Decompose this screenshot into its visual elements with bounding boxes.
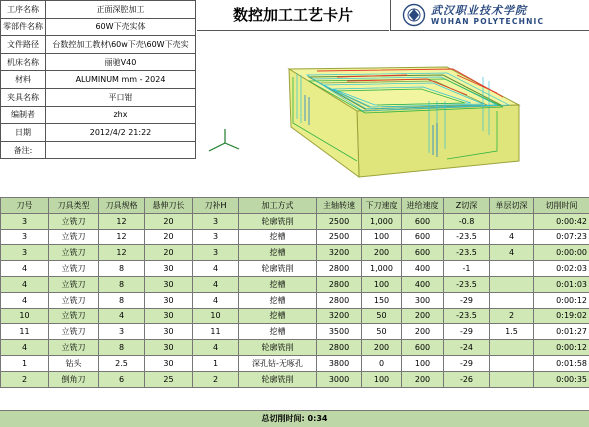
table-cell: 挖槽 — [239, 276, 317, 292]
info-value: ALUMINUM mm - 2024 — [46, 71, 196, 89]
table-cell: 8 — [99, 340, 145, 356]
table-cell: 0:00:35 — [534, 371, 589, 387]
info-row — [1, 36, 196, 54]
table-cell: 50 — [362, 324, 402, 340]
table-cell: 30 — [145, 355, 193, 371]
table-cell: -23.5 — [444, 308, 490, 324]
info-label: 编制者 — [1, 106, 46, 124]
table-cell: 600 — [402, 245, 444, 261]
info-label: 机床名称 — [1, 53, 46, 71]
table-cell: -29 — [444, 292, 490, 308]
table-cell: 4 — [193, 261, 239, 277]
info-row — [1, 88, 196, 106]
column-header: 刀号 — [1, 198, 49, 214]
emblem-icon — [401, 3, 427, 27]
logo-chinese-name: 武汉职业技术学院 — [431, 2, 527, 18]
table-row — [1, 245, 589, 261]
logo-english-name: WUHAN POLYTECHNIC — [431, 17, 544, 26]
table-cell: 挖槽 — [239, 324, 317, 340]
table-cell: 0:00:42 — [534, 213, 589, 229]
table-cell: 6 — [99, 371, 145, 387]
table-cell: 挖槽 — [239, 229, 317, 245]
column-header: 单层切深 — [490, 198, 534, 214]
table-cell: 200 — [402, 371, 444, 387]
table-cell: 轮廓铣削 — [239, 213, 317, 229]
page-title: 数控加工工艺卡片 — [197, 0, 389, 31]
table-cell: 4 — [1, 340, 49, 356]
info-row — [1, 71, 196, 89]
info-label: 零部件名称 — [1, 18, 46, 36]
table-cell: 600 — [402, 229, 444, 245]
table-cell: 12 — [99, 229, 145, 245]
column-header: 主轴转速 — [317, 198, 362, 214]
table-cell: 4 — [193, 276, 239, 292]
table-cell: 3200 — [317, 245, 362, 261]
table-cell — [490, 213, 534, 229]
table-cell: 11 — [193, 324, 239, 340]
table-cell: 4 — [1, 292, 49, 308]
table-cell: 轮廓铣削 — [239, 261, 317, 277]
table-cell: -26 — [444, 371, 490, 387]
info-label: 文件路径 — [1, 36, 46, 54]
table-cell: 4 — [1, 261, 49, 277]
table-row — [1, 308, 589, 324]
table-cell: 4 — [193, 340, 239, 356]
table-cell — [490, 261, 534, 277]
table-cell: 8 — [99, 276, 145, 292]
table-cell: 3 — [1, 229, 49, 245]
table-cell: 600 — [402, 213, 444, 229]
table-cell: 0:01:58 — [534, 355, 589, 371]
column-header: Z切深 — [444, 198, 490, 214]
table-cell: 立铣刀 — [49, 324, 99, 340]
table-cell: 1 — [193, 355, 239, 371]
info-row — [1, 53, 196, 71]
info-value: 丽驰V40 — [46, 53, 196, 71]
table-cell: 20 — [145, 213, 193, 229]
info-label: 工序名称 — [1, 1, 46, 19]
table-cell: 2 — [1, 371, 49, 387]
info-row — [1, 141, 196, 159]
table-cell — [490, 276, 534, 292]
info-value — [46, 141, 196, 159]
table-cell: -0.8 — [444, 213, 490, 229]
info-table — [0, 0, 196, 159]
table-cell: 2800 — [317, 276, 362, 292]
info-label: 日期 — [1, 124, 46, 142]
table-cell: 0 — [362, 355, 402, 371]
table-cell: -29 — [444, 324, 490, 340]
table-cell: 0:02:03 — [534, 261, 589, 277]
table-cell: 2 — [193, 371, 239, 387]
table-cell: 2500 — [317, 213, 362, 229]
part-3d-preview — [197, 31, 589, 197]
table-row — [1, 371, 589, 387]
table-cell: 8 — [99, 292, 145, 308]
table-cell: 1.5 — [490, 324, 534, 340]
info-row — [1, 1, 196, 19]
table-cell: 3 — [99, 324, 145, 340]
table-row — [1, 340, 589, 356]
table-cell: 0:00:12 — [534, 340, 589, 356]
table-cell: 4 — [490, 245, 534, 261]
table-cell: 600 — [402, 340, 444, 356]
table-cell: -23.5 — [444, 276, 490, 292]
info-value: zhx — [46, 106, 196, 124]
table-cell: 20 — [145, 229, 193, 245]
table-cell: 1 — [1, 355, 49, 371]
table-cell: 挖槽 — [239, 245, 317, 261]
table-cell: 4 — [490, 229, 534, 245]
table-cell: 4 — [193, 292, 239, 308]
table-cell: 立铣刀 — [49, 245, 99, 261]
info-value: 平口钳 — [46, 88, 196, 106]
table-cell: 0:07:23 — [534, 229, 589, 245]
table-cell: 12 — [99, 245, 145, 261]
table-cell: -24 — [444, 340, 490, 356]
table-row — [1, 229, 589, 245]
table-cell: 立铣刀 — [49, 276, 99, 292]
table-cell: 400 — [402, 261, 444, 277]
table-cell: 50 — [362, 308, 402, 324]
table-cell: 0:00:00 — [534, 245, 589, 261]
table-cell: 3500 — [317, 324, 362, 340]
table-cell: 8 — [99, 261, 145, 277]
info-value: 2012/4/2 21:22 — [46, 124, 196, 142]
table-cell: 深孔钻-无啄孔 — [239, 355, 317, 371]
column-header: 刀具类型 — [49, 198, 99, 214]
table-cell: 3 — [1, 245, 49, 261]
table-cell: 1,000 — [362, 213, 402, 229]
table-cell: 100 — [362, 229, 402, 245]
table-cell: 4 — [99, 308, 145, 324]
table-row — [1, 213, 589, 229]
table-cell: 1,000 — [362, 261, 402, 277]
info-row — [1, 18, 196, 36]
school-logo — [390, 0, 589, 31]
table-cell: 12 — [99, 213, 145, 229]
tool-table — [0, 197, 589, 388]
table-cell: 3800 — [317, 355, 362, 371]
table-cell: 30 — [145, 292, 193, 308]
table-cell — [490, 355, 534, 371]
table-row — [1, 276, 589, 292]
table-cell: 2.5 — [99, 355, 145, 371]
table-cell: 2800 — [317, 261, 362, 277]
axis-triad-icon — [209, 129, 239, 151]
table-cell: 10 — [193, 308, 239, 324]
table-cell: 100 — [362, 276, 402, 292]
table-cell: 25 — [145, 371, 193, 387]
table-cell: 立铣刀 — [49, 229, 99, 245]
column-header: 刀补H — [193, 198, 239, 214]
total-value: 0:34 — [308, 414, 328, 423]
table-cell: 200 — [402, 308, 444, 324]
table-cell: 10 — [1, 308, 49, 324]
table-cell: 0:01:27 — [534, 324, 589, 340]
info-label: 备注: — [1, 141, 46, 159]
table-cell: 立铣刀 — [49, 308, 99, 324]
info-label: 夹具名称 — [1, 88, 46, 106]
column-header: 刀具规格 — [99, 198, 145, 214]
table-cell: 0:00:12 — [534, 292, 589, 308]
table-cell: 100 — [402, 355, 444, 371]
table-cell — [490, 292, 534, 308]
table-cell: -23.5 — [444, 229, 490, 245]
table-cell: -29 — [444, 355, 490, 371]
table-cell: 30 — [145, 340, 193, 356]
table-cell: 100 — [362, 371, 402, 387]
column-header: 进给速度 — [402, 198, 444, 214]
table-cell: 挖槽 — [239, 308, 317, 324]
table-row — [1, 292, 589, 308]
table-cell — [490, 340, 534, 356]
table-row — [1, 324, 589, 340]
table-cell: 钻头 — [49, 355, 99, 371]
table-cell: 3 — [193, 213, 239, 229]
table-cell: 30 — [145, 261, 193, 277]
table-cell: 0:19:02 — [534, 308, 589, 324]
table-cell: 200 — [362, 340, 402, 356]
info-value: 台数控加工教材\60w下壳\60W下壳实 — [46, 36, 196, 54]
table-cell: 400 — [402, 276, 444, 292]
table-cell — [490, 371, 534, 387]
table-cell: 3 — [193, 245, 239, 261]
total-label: 总切削时间: — [262, 414, 305, 423]
total-cutting-time — [0, 410, 589, 427]
table-cell: 3000 — [317, 371, 362, 387]
table-cell: 20 — [145, 245, 193, 261]
column-header: 切削时间 — [534, 198, 589, 214]
table-row — [1, 261, 589, 277]
table-cell: 2800 — [317, 292, 362, 308]
table-cell: 3200 — [317, 308, 362, 324]
table-cell: 30 — [145, 324, 193, 340]
table-cell: -23.5 — [444, 245, 490, 261]
table-row — [1, 355, 589, 371]
table-cell: 200 — [362, 245, 402, 261]
table-cell: 轮廓铣削 — [239, 371, 317, 387]
table-cell: 30 — [145, 308, 193, 324]
info-label: 材料 — [1, 71, 46, 89]
table-cell: 2 — [490, 308, 534, 324]
table-cell: 150 — [362, 292, 402, 308]
table-cell: 挖槽 — [239, 292, 317, 308]
column-header: 加工方式 — [239, 198, 317, 214]
table-cell: 300 — [402, 292, 444, 308]
info-value: 正面深腔加工 — [46, 1, 196, 19]
info-value: 60W下壳实体 — [46, 18, 196, 36]
table-cell: 立铣刀 — [49, 213, 99, 229]
table-cell: 0:01:03 — [534, 276, 589, 292]
table-cell: 2800 — [317, 340, 362, 356]
table-cell: 轮廓铣削 — [239, 340, 317, 356]
info-row — [1, 106, 196, 124]
column-header: 悬伸刀长 — [145, 198, 193, 214]
column-header: 下刀速度 — [362, 198, 402, 214]
info-row — [1, 124, 196, 142]
table-cell: 立铣刀 — [49, 292, 99, 308]
table-cell: 3 — [1, 213, 49, 229]
table-cell: 立铣刀 — [49, 340, 99, 356]
table-cell: -1 — [444, 261, 490, 277]
table-cell: 200 — [402, 324, 444, 340]
table-cell: 3 — [193, 229, 239, 245]
table-cell: 11 — [1, 324, 49, 340]
table-cell: 4 — [1, 276, 49, 292]
table-cell: 30 — [145, 276, 193, 292]
table-cell: 倒角刀 — [49, 371, 99, 387]
stock-front-face — [357, 105, 519, 177]
table-cell: 立铣刀 — [49, 261, 99, 277]
table-cell: 2500 — [317, 229, 362, 245]
